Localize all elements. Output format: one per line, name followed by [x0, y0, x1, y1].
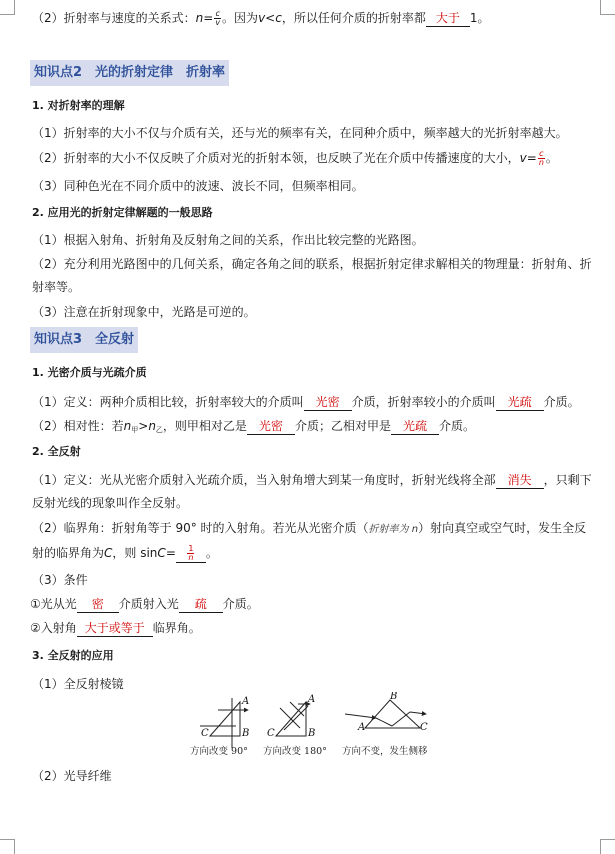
- paragraph: （3）注意在折射现象中，光路是可逆的。: [32, 305, 256, 319]
- paragraph: （1）全反射棱镜: [32, 677, 124, 691]
- prism-90-degree: [200, 698, 248, 748]
- label-b: B: [242, 728, 250, 739]
- page-corner-mark: [0, 839, 15, 854]
- label-b: B: [308, 728, 316, 739]
- subheading: 2. 全反射: [32, 445, 81, 458]
- answer-blank: 大于或等于: [77, 621, 153, 637]
- total-reflection-prism-figure: [180, 692, 440, 762]
- page-corner-mark: [600, 839, 615, 854]
- answer-blank: [176, 545, 206, 563]
- page-corner-mark: [0, 0, 15, 15]
- paragraph: （3）同种色光在不同介质中的波速、波长不同，但频率相同。: [32, 179, 364, 193]
- answer-blank: 光密: [247, 419, 295, 435]
- paragraph: （1）定义：光从光密介质射入光疏介质，当入射角增大到某一角度时，折射光线将全部 消失 ，只剩下: [32, 473, 592, 487]
- fraction: $\frac{1}{n}$: [188, 544, 194, 562]
- subheading: 2. 应用光的折射定律解题的一般思路: [32, 206, 213, 219]
- answer-blank: 疏: [179, 597, 223, 613]
- paragraph: （1）折射率的大小不仅与介质有关，还与光的频率有关，在同种介质中，频率越大的光折射率越大。: [32, 126, 568, 140]
- paragraph: （1）根据入射角、折射角及反射角之间的关系，作出比较完整的光路图。: [32, 233, 424, 247]
- answer-blank: 光密: [304, 395, 352, 411]
- fraction: $\frac{c}{n}$: [538, 149, 544, 167]
- paragraph: 射的临界角为C，则 sinC= $\frac{1}{n}$ 。: [32, 544, 218, 562]
- paragraph: ①光从光 密 介质射入光 疏 介质。: [30, 597, 259, 611]
- paragraph: （2）折射率的大小不仅反映了介质对光的折射本领，也反映了光在介质中传播速度的大小，v= $\frac{c}{n}$ 。: [32, 149, 558, 167]
- answer-blank: 消失: [496, 473, 544, 489]
- paragraph: ②入射角 大于或等于 临界角。: [30, 621, 201, 635]
- paragraph: （2）临界角：折射角等于 90° 时的入射角。若光从光密介质（折射率为 n）射向真空或空气时，发生全反: [32, 521, 587, 535]
- paragraph: （2）光导纤维: [32, 769, 112, 783]
- label-c: C: [420, 722, 428, 733]
- subheading: 1. 对折射率的理解: [32, 99, 125, 112]
- section-title: 知识点3 全反射: [30, 327, 138, 353]
- figure-caption: 方向改变 90°: [190, 746, 248, 757]
- figure-caption: 方向不变，发生侧移: [342, 746, 428, 757]
- answer-blank: 光疏: [496, 395, 544, 411]
- paragraph: 反射光线的现象叫作全反射。: [32, 496, 189, 510]
- figure-caption: 方向改变 180°: [263, 746, 327, 757]
- paragraph: （2）相对性：若n甲>n乙，则甲相对乙是 光密 介质；乙相对甲是 光疏 介质。: [32, 419, 475, 434]
- paragraph: （3）条件: [32, 573, 88, 587]
- label-a: A: [242, 696, 250, 707]
- label-a: A: [308, 694, 316, 705]
- section-title: 知识点2 光的折射定律 折射率: [30, 60, 229, 86]
- label-c: C: [267, 728, 275, 739]
- fraction: $\frac{c}{v}$: [215, 9, 221, 27]
- subheading: 1. 光密介质与光疏介质: [32, 366, 147, 379]
- label-b: B: [390, 692, 398, 702]
- subheading: 3. 全反射的应用: [32, 649, 114, 662]
- paragraph: （1）定义：两种介质相比较，折射率较大的介质叫 光密 介质，折射率较小的介质叫 光疏 介质。: [32, 395, 580, 409]
- label-a: A: [358, 722, 366, 733]
- page-corner-mark: [600, 0, 615, 15]
- answer-blank: 光疏: [391, 419, 439, 435]
- refraction-speed-relation: （2）折射率与速度的关系式：n= $\frac{c}{v}$ 。因为v<c，所以任何介质的折射率都 大于 1。: [32, 9, 490, 27]
- answer-blank: 密: [77, 597, 119, 613]
- answer-blank: 大于: [426, 11, 470, 27]
- prism-180-degree: [276, 702, 310, 736]
- label-c: C: [201, 728, 209, 739]
- paragraph: （2）充分利用光路图中的几何关系，确定各角之间的联系，根据折射定律求解相关的物理量：折射角、折: [32, 257, 592, 271]
- paragraph: 射率等。: [32, 280, 81, 294]
